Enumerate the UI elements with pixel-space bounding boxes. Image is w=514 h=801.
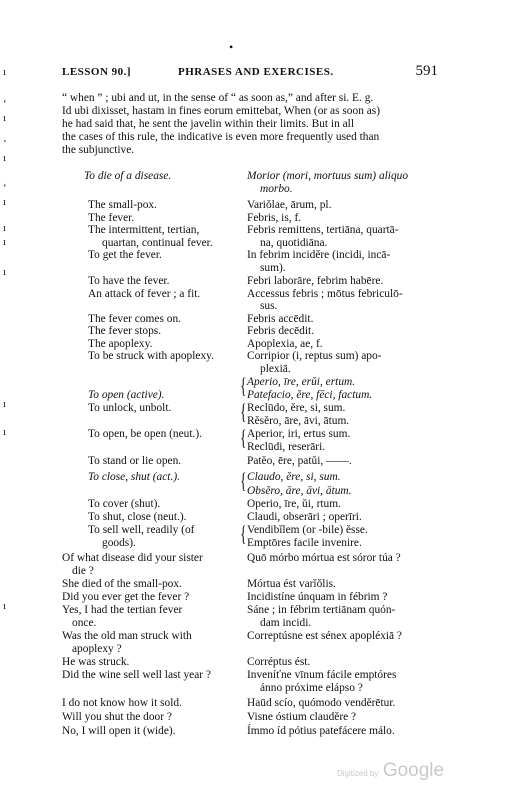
english-sentence: Of what disease did your sister	[62, 552, 203, 564]
latin-sentence: Quō mórbo mórtua est sóror túa ?	[247, 552, 401, 564]
latin-phrase: Obsĕro, āre, āvi, ātum.	[247, 485, 352, 497]
vocab-row	[62, 363, 438, 376]
latin-phrase: Emptōres facile invenire.	[247, 537, 362, 549]
english-phrase: To unlock, unbolt.	[88, 402, 172, 414]
english-phrase: An attack of fever ; a fit.	[88, 288, 201, 300]
latin-phrase: Febris remittens, tertiāna, quartā-	[247, 224, 399, 236]
margin-mark: ı	[3, 112, 7, 124]
latin-sentence: Ímmo íd pótius patefácere málo.	[247, 725, 395, 737]
margin-mark: ı	[3, 266, 7, 278]
english-sentence: She died of the small-pox.	[62, 578, 182, 590]
running-header	[62, 63, 438, 82]
english-sentence: I do not know how it sold.	[62, 697, 182, 709]
latin-phrase: Aperio, īre, erŭi, ertum.	[247, 376, 356, 388]
latin-phrase: Reclūdo, ĕre, si, sum.	[247, 402, 346, 414]
vocab-row	[62, 498, 438, 511]
latin-phrase: Claudo, ĕre, si, sum.	[247, 471, 341, 483]
curly-brace: {	[240, 399, 247, 424]
latin-sentence: Incidistíne únquam in fébrim ?	[247, 591, 388, 603]
english-phrase: To sell well, readily (of	[88, 524, 195, 536]
english-phrase: To cover (shut).	[88, 498, 161, 510]
english-sentence: apoplexy ?	[72, 643, 122, 655]
margin-mark: ı	[3, 66, 7, 78]
watermark-small: Digitized by	[337, 769, 379, 778]
latin-sentence: Mórtua ést varĭŏlis.	[247, 578, 336, 590]
vocab-row	[62, 350, 438, 363]
curly-brace: {	[240, 373, 247, 398]
english-sentence: die ?	[72, 565, 94, 577]
watermark-logo: Google	[382, 760, 445, 781]
latin-phrase: Accessus febris ; mōtus febriculō-	[247, 288, 403, 300]
latin-phrase: Vendibĭlem (or -bile) ĕsse.	[247, 524, 368, 536]
margin-mark: ʼ	[3, 138, 7, 150]
margin-mark: ı	[3, 600, 7, 612]
english-phrase: To close, shut (act.).	[88, 471, 180, 483]
english-phrase: The apoplexy.	[88, 338, 153, 350]
english-phrase: To be struck with apoplexy.	[88, 350, 214, 362]
latin-sentence: Corréptus ést.	[247, 656, 311, 668]
vocab-row	[62, 183, 438, 196]
latin-phrase: Reclūdi, reserāri.	[247, 441, 326, 453]
english-phrase: quartan, continual fever.	[102, 237, 213, 249]
english-sentence: Did you ever get the fever ?	[62, 591, 190, 603]
latin-phrase: Febris accēdit.	[247, 313, 314, 325]
english-phrase: To open, be open (neut.).	[88, 428, 203, 440]
vocab-row	[62, 224, 438, 237]
margin-mark: ʻ	[3, 98, 7, 110]
ink-dot: •	[229, 40, 234, 54]
english-phrase: The fever.	[88, 212, 135, 224]
header-title: PHRASES AND EXERCISES.	[178, 66, 334, 78]
latin-phrase: Apoplexia, ae, f.	[247, 338, 323, 350]
latin-phrase: Rĕsĕro, āre, āvi, ātum.	[247, 415, 350, 427]
curly-brace: {	[240, 521, 247, 546]
vocab-row	[62, 275, 438, 288]
page-number: 591	[415, 63, 438, 79]
english-phrase: To open (active).	[88, 389, 165, 401]
lesson-label: LESSON 90.]	[62, 66, 132, 78]
latin-sentence: ánno próxime elápso ?	[260, 682, 363, 694]
latin-phrase: plexiā.	[260, 363, 291, 375]
english-phrase: To stand or lie open.	[88, 455, 182, 467]
vocab-row	[62, 325, 438, 338]
vocab-row	[62, 199, 438, 212]
english-phrase: The intermittent, tertian,	[88, 224, 200, 236]
margin-mark: ı	[3, 152, 7, 164]
latin-phrase: In febrim incidĕre (incidi, incā-	[247, 249, 391, 261]
latin-phrase: Corripior (i, reptus sum) apo-	[247, 350, 382, 362]
latin-phrase: sus.	[260, 300, 278, 312]
vocab-row	[62, 249, 438, 262]
english-phrase: To shut, close (neut.).	[88, 511, 187, 523]
margin-mark: ı	[3, 196, 7, 208]
latin-phrase: Operio, īre, ŭi, rtum.	[247, 498, 341, 510]
latin-phrase: Febris, is, f.	[247, 212, 302, 224]
vocab-row	[62, 485, 438, 498]
curly-brace: {	[240, 468, 247, 493]
vocab-row	[62, 300, 438, 313]
english-phrase: To get the fever.	[88, 249, 162, 261]
english-phrase: goods).	[102, 537, 136, 549]
latin-phrase: Patĕo, ēre, patŭi, ——.	[247, 455, 352, 467]
english-phrase: The fever stops.	[88, 325, 162, 337]
intro-line: Id ubi dixisset, hastam in fines eorum emittebat, When (or as soon as)	[62, 105, 381, 117]
margin-mark: ʻ	[3, 182, 7, 194]
latin-sentence: Haūd scío, quómodo vendĕrētur.	[247, 697, 396, 709]
intro-paragraph	[62, 92, 438, 157]
latin-phrase: sum).	[260, 262, 286, 274]
latin-phrase: Variŏlae, ārum, pl.	[247, 199, 332, 211]
margin-mark: ı	[3, 426, 7, 438]
english-sentence: Was the old man struck with	[62, 630, 192, 642]
margin-mark: ı	[3, 236, 7, 248]
vocab-row	[62, 262, 438, 275]
english-phrase: To have the fever.	[88, 275, 170, 287]
english-phrase: The fever comes on.	[88, 313, 181, 325]
english-sentence: Will you shut the door ?	[62, 711, 172, 723]
latin-phrase: Patefacio, ĕre, fēci, factum.	[247, 389, 373, 401]
latin-sentence: dam incidi.	[260, 617, 312, 629]
vocab-row	[62, 170, 438, 183]
latin-sentence: Correptúsne est sénex apopléxiā ?	[247, 630, 402, 642]
english-phrase: The small-pox.	[88, 199, 157, 211]
margin-mark: ı	[3, 398, 7, 410]
latin-phrase: Morior (mori, mortuus sum) aliquo	[247, 170, 409, 182]
latin-phrase: na, quotidiāna.	[260, 237, 328, 249]
vocab-row	[62, 455, 438, 468]
latin-phrase: Aperior, iri, ertus sum.	[247, 428, 351, 440]
latin-sentence: Sáne ; in fébrim tertiānam quón-	[247, 604, 396, 616]
intro-line: he had said that, he sent the javelin within their limits. But in all	[62, 118, 354, 130]
intro-line: the subjunctive.	[62, 144, 135, 156]
latin-sentence: Visne óstium claudĕre ?	[247, 711, 357, 723]
latin-phrase: Febris decēdit.	[247, 325, 315, 337]
latin-phrase: morbo.	[260, 183, 293, 195]
english-phrase: To die of a disease.	[84, 170, 172, 182]
margin-mark: ı	[3, 222, 7, 234]
english-sentence: He was struck.	[62, 656, 130, 668]
latin-sentence: Inveníťne vīnum fácile emptóres	[247, 669, 397, 681]
english-sentence: once.	[72, 617, 97, 629]
english-sentence: No, I will open it (wide).	[62, 725, 176, 737]
intro-line: the cases of this rule, the indicative is even more frequently used than	[62, 131, 380, 143]
intro-line: “ when ” ; ubi and ut, in the sense of “ as soon as,” and after si. E. g.	[62, 92, 374, 104]
english-sentence: Yes, I had the tertian fever	[62, 604, 183, 616]
english-sentence: Did the wine sell well last year ?	[62, 669, 211, 681]
vocab-row	[62, 511, 438, 524]
latin-phrase: Febri laborāre, febrim habēre.	[247, 275, 384, 287]
digitized-watermark	[337, 760, 444, 782]
curly-brace: {	[240, 425, 247, 450]
latin-phrase: Claudi, obserāri ; operīri.	[247, 511, 362, 523]
